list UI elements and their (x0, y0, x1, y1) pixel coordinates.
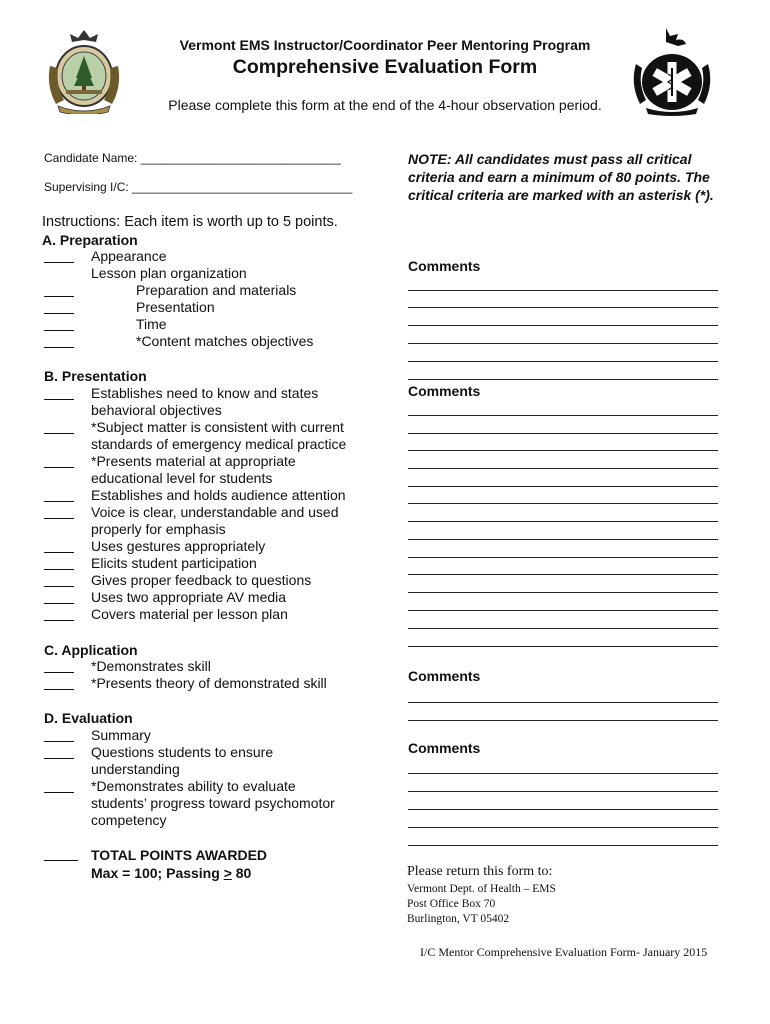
criterion-item: Presentation (136, 299, 215, 315)
comment-line[interactable] (408, 628, 718, 629)
comment-line[interactable] (408, 646, 718, 647)
supervising-ic-field[interactable]: Supervising I/C: _________________________________ (44, 180, 353, 194)
comment-line[interactable] (408, 521, 718, 522)
score-blank[interactable] (44, 318, 74, 335)
comment-line[interactable] (408, 557, 718, 558)
score-blank[interactable] (44, 284, 74, 301)
comment-line[interactable] (408, 827, 718, 828)
score-blank[interactable] (44, 729, 74, 746)
criterion-item: Uses gestures appropriately (91, 538, 266, 554)
comments-label-a: Comments (408, 258, 481, 274)
section-c-title: C. Application (44, 642, 138, 658)
comment-line[interactable] (408, 468, 718, 469)
score-blank[interactable] (44, 455, 74, 472)
form-subtitle: Please complete this form at the end of the 4-hour observation period. (168, 97, 602, 113)
comment-line[interactable] (408, 433, 718, 434)
score-blank[interactable] (44, 301, 74, 318)
criterion-item: Lesson plan organization (91, 265, 247, 281)
comment-line[interactable] (408, 307, 718, 308)
return-address-line: Vermont Dept. of Health – EMS (407, 883, 556, 895)
criterion-item: *Presents theory of demonstrated skill (91, 675, 327, 691)
criterion-item: *Demonstrates ability to evaluate (91, 778, 296, 794)
criterion-item: Appearance (91, 248, 167, 264)
criterion-item: *Subject matter is consistent with current (91, 419, 344, 435)
criterion-item: educational level for students (91, 470, 273, 486)
score-blank[interactable] (44, 780, 74, 797)
criterion-item: properly for emphasis (91, 521, 226, 537)
total-points-label: TOTAL POINTS AWARDED (91, 847, 268, 863)
criterion-item: Questions students to ensure (91, 744, 274, 760)
comments-label-d: Comments (408, 740, 481, 756)
comment-line[interactable] (408, 325, 718, 326)
return-address-line: Burlington, VT 05402 (407, 913, 510, 925)
comment-line[interactable] (408, 773, 718, 774)
criterion-item: Gives proper feedback to questions (91, 572, 312, 588)
criterion-item: students’ progress toward psychomotor (91, 795, 335, 811)
return-address-line: Post Office Box 70 (407, 898, 496, 910)
comment-line[interactable] (408, 845, 718, 846)
comments-label-c: Comments (408, 668, 481, 684)
total-score-blank[interactable] (44, 848, 78, 865)
critical-criteria-note: NOTE: All candidates must pass all critical criteria and earn a minimum of 80 points. The critical criteria are marked with an asterisk (*). (408, 151, 714, 203)
score-blank[interactable] (44, 489, 74, 506)
return-heading: Please return this form to: (407, 864, 553, 879)
program-name: Vermont EMS Instructor/Coordinator Peer Mentoring Program (179, 37, 591, 53)
comment-line[interactable] (408, 450, 718, 451)
criterion-item: Establishes need to know and states (91, 385, 319, 401)
section-b-title: B. Presentation (44, 368, 147, 384)
gte-symbol: > (223, 865, 232, 881)
comment-line[interactable] (408, 720, 718, 721)
comment-line[interactable] (408, 791, 718, 792)
score-blank[interactable] (44, 506, 74, 523)
criterion-item: *Demonstrates skill (91, 658, 211, 674)
criterion-item: Summary (91, 727, 151, 743)
comment-line[interactable] (408, 379, 718, 380)
score-blank[interactable] (44, 540, 74, 557)
page-footer: I/C Mentor Comprehensive Evaluation Form- January 2015 (420, 945, 708, 959)
score-blank[interactable] (44, 421, 74, 438)
max-value: 80 (231, 865, 252, 881)
score-blank[interactable] (44, 591, 74, 608)
section-a-title: A. Preparation (42, 232, 138, 248)
comment-line[interactable] (408, 539, 718, 540)
comments-label-b: Comments (408, 383, 481, 399)
criterion-item: Elicits student participation (91, 555, 257, 571)
comment-line[interactable] (408, 610, 718, 611)
criterion-item: Establishes and holds audience attention (91, 487, 346, 503)
criterion-item: Uses two appropriate AV media (91, 589, 287, 605)
form-title: Comprehensive Evaluation Form (232, 56, 538, 78)
comment-line[interactable] (408, 592, 718, 593)
criterion-item: Covers material per lesson plan (91, 606, 288, 622)
score-blank[interactable] (44, 387, 74, 404)
criterion-item: *Presents material at appropriate (91, 453, 296, 469)
score-blank[interactable] (44, 250, 74, 267)
score-blank[interactable] (44, 557, 74, 574)
comment-line[interactable] (408, 702, 718, 703)
criterion-item: Time (136, 316, 167, 332)
score-blank[interactable] (44, 660, 74, 677)
comment-line[interactable] (408, 290, 718, 291)
comment-line[interactable] (408, 574, 718, 575)
max-prefix: Max = 100; Passing (91, 865, 224, 881)
comment-line[interactable] (408, 503, 718, 504)
score-blank[interactable] (44, 608, 74, 625)
criterion-item: understanding (91, 761, 180, 777)
comment-line[interactable] (408, 809, 718, 810)
score-blank[interactable] (44, 746, 74, 763)
comment-line[interactable] (408, 343, 718, 344)
criterion-item: competency (91, 812, 167, 828)
instructions: Instructions: Each item is worth up to 5 points. (42, 214, 338, 230)
comment-line[interactable] (408, 486, 718, 487)
score-blank[interactable] (44, 335, 74, 352)
criterion-item: Voice is clear, understandable and used (91, 504, 339, 520)
total-max-passing (91, 864, 251, 882)
criterion-item: Preparation and materials (136, 282, 297, 298)
section-d-title: D. Evaluation (44, 710, 133, 726)
criterion-item: standards of emergency medical practice (91, 436, 347, 452)
criterion-item: *Content matches objectives (136, 333, 314, 349)
comment-line[interactable] (408, 415, 718, 416)
candidate-name-field[interactable]: Candidate Name: ______________________________ (44, 151, 341, 165)
score-blank[interactable] (44, 677, 74, 694)
criterion-item: behavioral objectives (91, 402, 222, 418)
comment-line[interactable] (408, 361, 718, 362)
score-blank[interactable] (44, 574, 74, 591)
